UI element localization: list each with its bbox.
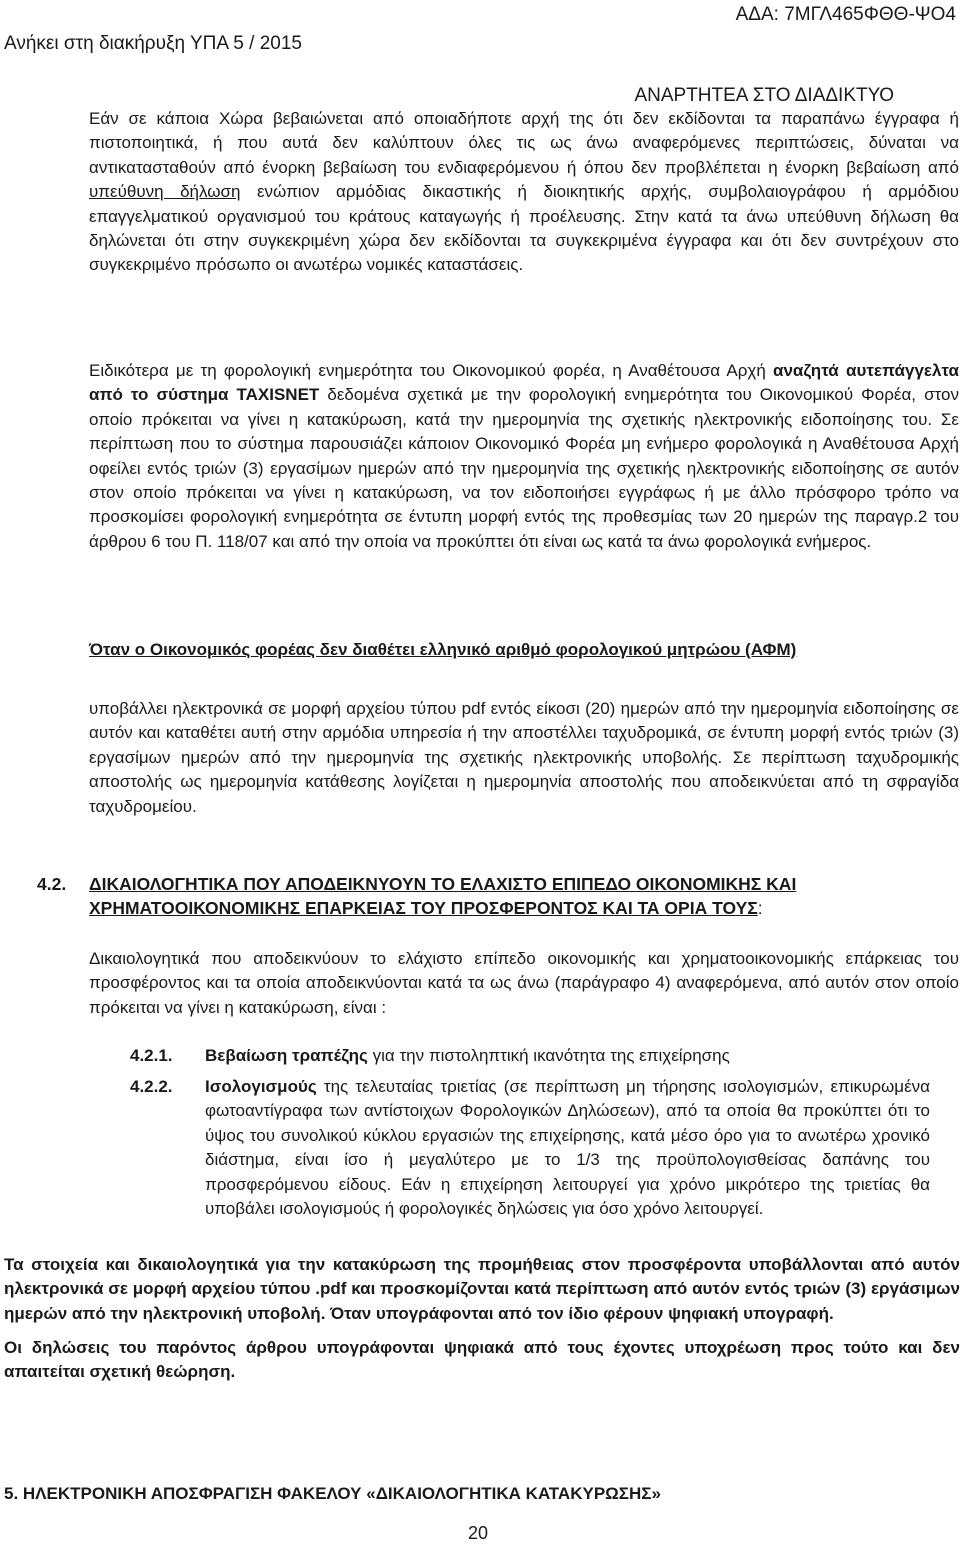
item-text: της τελευταίας τριετίας (σε περίπτωση μη τήρησης ισολογισμών, επικυρωμένα φωτοαντίγραφα των αντίστοιχων Φορολογικών Δηλώσεων), από τα οποία θα προκύπτει ότι το ύψος του συνολικού κύκλου εργασιών της επιχείρησης, κατά μέσο όρο για το ανωτέρω χρονικό διάστημα, είναι ίσο ή μεγαλύτερο με το 1/3 της προϋπολογισθείσας δαπάνης του προσφερόμενου είδους. Εάν η επιχείρηση λειτουργεί για χρόνο μικρότερο της τριετίας θα υποβάλει ισολογισμούς ή φορολογικές δηλώσεις για όσο χρόνο λειτουργεί. <box>205 1077 930 1219</box>
paragraph-text: δεδομένα σχετικά με την φορολογική ενημερότητα του Οικονομικού Φορέα, στον οποίο πρόκειται να γίνει η κατακύρωση, κατά την ημερομηνία της σχετικής ηλεκτρονικής ειδοποίησης του. Σε περίπτωση που το σύστημα παρουσιάζει κάποιον Οικονομικό Φορέα μη ενήμερο φορολογικά η Αναθέτουσα Αρχή οφείλει εντός τριών (3) εργασίμων ημερών από την ημερομηνία της σχετικής ηλεκτρονικής ειδοποίησης σε αυτόν στον οποίο πρόκειται να γίνει η κατακύρωση, να τον ειδοποιήσει εγγράφως ή με άλλο πρόσφορο τρόπο να προσκομίσει φορολογική ενημερότητα σε έντυπη μορφή εντός της προθεσμίας των 20 ημερών της παραγρ.2 του άρθρου 6 του Π. 118/07 και από την οποία να προκύπτει ότι είναι ως κατά τα άνω φορολογικά ενήμερος. <box>89 385 959 551</box>
list-item-4-2-1 <box>130 1044 930 1068</box>
section-number: 4.2. <box>37 874 67 894</box>
item-number: 4.2.1. <box>130 1046 173 1065</box>
afm-heading: Όταν ο Οικονομικός φορέας δεν διαθέτει ελληνικό αριθμό φορολογικού μητρώου (ΑΦΜ) <box>89 640 797 659</box>
item-text: για την πιστοληπτική ικανότητα της επιχείρησης <box>367 1046 730 1065</box>
list-item-4-2-2 <box>130 1075 930 1221</box>
page-number: 20 <box>468 1523 489 1543</box>
paragraph-text: ενώπιον αρμόδιας δικαστικής ή διοικητικής αρχής, συμβολαιογράφου ή αρμόδιου επαγγελματικού οργανισμού του κράτους καταγωγής ή προέλευσης. Στην κατά τα άνω υπεύθυνη δήλωση θα δηλώνεται ότι στην συγκεκριμένη χώρα δεν εκδίδονται τα συγκεκριμένα έγγραφα και ότι δεν συντρέχουν στο συγκεκριμένο πρόσωπο οι ανωτέρω νομικές καταστάσεις. <box>89 182 960 275</box>
underlined-term: υπεύθυνη δήλωση <box>89 182 241 202</box>
paragraph-text: Εάν σε κάποια Χώρα βεβαιώνεται από οποιαδήποτε αρχή της ότι δεν εκδίδονται τα παραπάνω έγγραφα ή πιστοποιητικά, ή που αυτά δεν καλύπτουν όλες τις ως άνω αναφερόμενες περιπτώσεις, δύναται να αντικατασταθούν από ένορκη βεβαίωση του ενδιαφερόμενου ή όπου δεν προβλέπεται η ένορκη βεβαίωση από <box>89 109 959 177</box>
posting-notice: ΑΝΑΡΤΗΤΕΑ ΣΤΟ ΔΙΑΔΙΚΤΥΟ <box>634 85 894 106</box>
item-number: 4.2.2. <box>130 1077 173 1096</box>
paragraph-text: Ειδικότερα με τη φορολογική ενημερότητα του Οικονομικού φορέα, η Αναθέτουσα Αρχή <box>89 361 774 380</box>
section-4-2-heading <box>37 872 959 920</box>
closing-paragraph-1: Τα στοιχεία και δικαιολογητικά για την κατακύρωση της προμήθειας στον προσφέροντα υποβάλλονται από αυτόν ηλεκτρονικά σε μορφή αρχείου τύπου .pdf και προσκομίζονται κατά περίπτωση από αυτόν εντός τριών (3) εργάσιμων ημερών από την ηλεκτρονική υποβολή. Όταν υπογράφονται από τον ίδιο φέρουν ψηφιακή υπογραφή. <box>4 1255 960 1323</box>
bold-phrase: αναζητά αυτεπάγγελτα από το σύστημα TAXISNET <box>89 361 959 405</box>
section-colon: : <box>757 898 763 918</box>
paragraph-pdf-submission: υποβάλλει ηλεκτρονικά σε μορφή αρχείου τύπου pdf εντός είκοσι (20) ημερών από την ημερομηνία ειδοποίησης σε αυτόν και καταθέτει αυτή στην αρμόδια υπηρεσία ή την αποστέλλει ταχυδρομικά, σε έντυπη μορφή εντός τριών (3) εργασίμων ημερών από την ημερομηνία της σχετικής ηλεκτρονικής υποβολής. Σε περίπτωση ταχυδρομικής αποστολής ως ημερομηνία κατάθεσης λογίζεται η ημερομηνία αποστολής που αποδεικνύεται από τη σφραγίδα ταχυδρομείου. <box>89 699 959 816</box>
tender-reference: Ανήκει στη διακήρυξη ΥΠΑ 5 / 2015 <box>4 33 302 54</box>
section-title: ΔΙΚΑΙΟΛΟΓΗΤΙΚΑ ΠΟΥ ΑΠΟΔΕΙΚΝΥΟΥΝ ΤΟ ΕΛΑΧΙΣΤΟ ΕΠΙΠΕΔΟ ΟΙΚΟΝΟΜΙΚΗΣ ΚΑΙ ΧΡΗΜΑΤΟΟΙΚΟΝΟΜΙΚΗΣ ΕΠΑΡΚΕΙΑΣ ΤΟΥ ΠΡΟΣΦΕΡΟΝΤΟΣ ΚΑΙ ΤΑ ΟΡΙΑ ΤΟΥΣ <box>89 874 797 918</box>
section-5-heading: 5. ΗΛΕΚΤΡΟΝΙΚΗ ΑΠΟΣΦΡΑΓΙΣΗ ΦΑΚΕΛΟΥ «ΔΙΚΑΙΟΛΟΓΗΤΙΚΑ ΚΑΤΑΚΥΡΩΣΗΣ» <box>4 1484 661 1503</box>
paragraph-sworn-declaration <box>89 107 959 278</box>
paragraph-tax-clearance <box>89 359 959 554</box>
section-4-2-intro: Δικαιολογητικά που αποδεικνύουν το ελάχιστο επίπεδο οικονομικής και χρηματοοικονομικής επάρκειας του προσφέροντος και τα οποία αποδεικνύονται κατά τα ως άνω (παράγραφο 4) αναφερόμενα, από αυτόν στον οποίο πρόκειται να γίνει η κατακύρωση, είναι : <box>89 949 959 1017</box>
item-bold: Ισολογισμούς <box>205 1077 317 1096</box>
ada-code: ΑΔΑ: 7ΜΓΛ465ΦΘΘ-ΨΟ4 <box>735 4 956 25</box>
item-bold: Βεβαίωση τραπέζης <box>205 1046 368 1065</box>
closing-paragraph-2: Οι δηλώσεις του παρόντος άρθρου υπογράφονται ψηφιακά από τους έχοντες υποχρέωση προς τούτο και δεν απαιτείται σχετική θεώρηση. <box>4 1338 960 1382</box>
